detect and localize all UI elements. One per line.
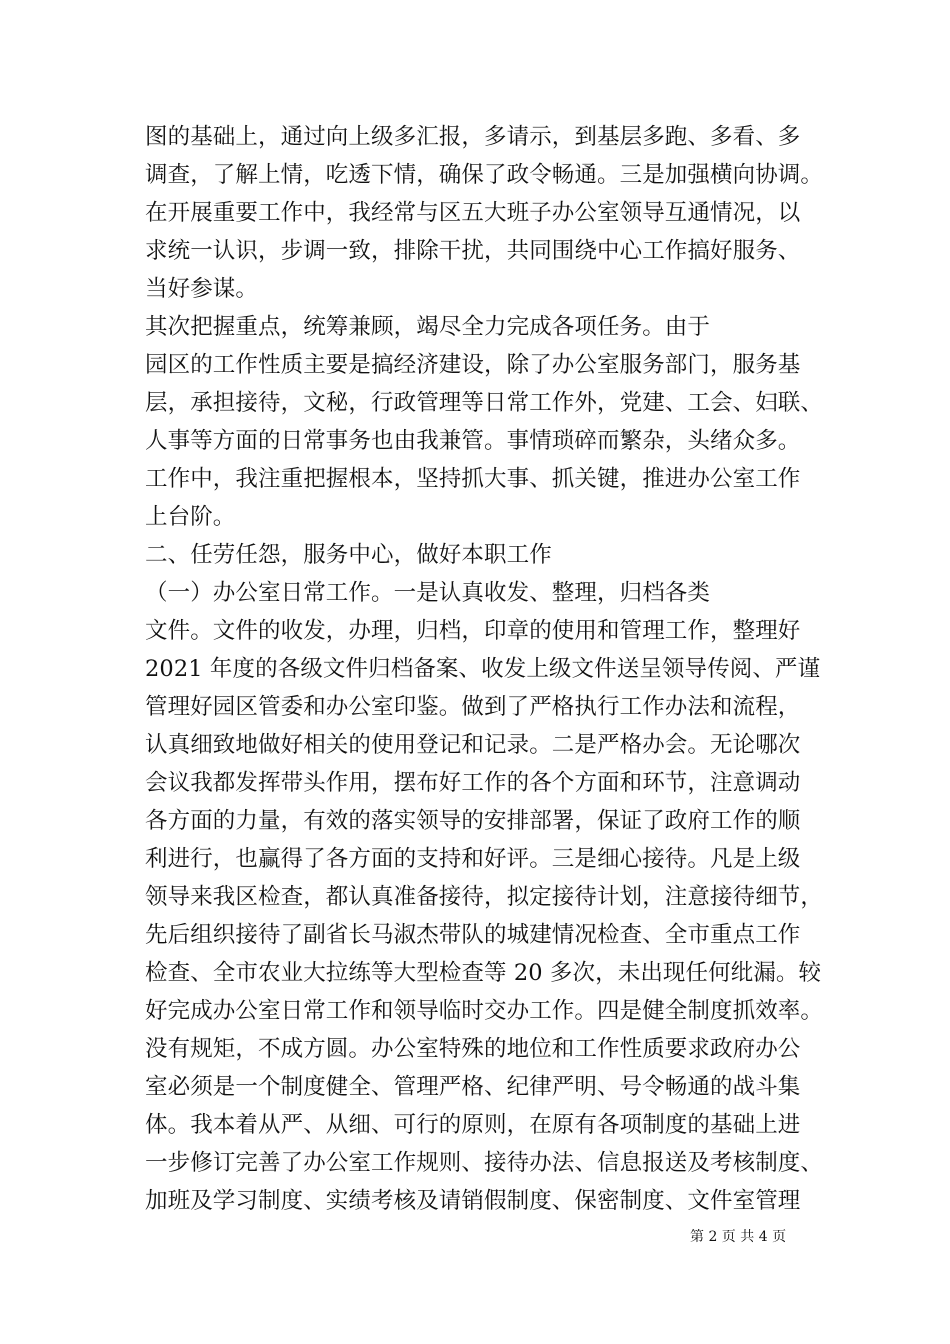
text-line-20: 利进行，也赢得了各方面的支持和好评。三是细心接待。凡是上级 — [145, 846, 801, 872]
text-line-24: 好完成办公室日常工作和领导临时交办工作。四是健全制度抓效率。 — [145, 998, 824, 1024]
text-line-27: 体。我本着从严、从细、可行的原则，在原有各项制度的基础上进 — [145, 1112, 801, 1138]
text-line-18: 会议我都发挥带头作用，摆布好工作的各个方面和环节，注意调动 — [145, 770, 801, 796]
text-line-16: 管理好园区管委和办公室印鉴。做到了严格执行工作办法和流程， — [145, 694, 801, 720]
page-number-footer: 第 2 页 共 4 页 — [690, 1229, 787, 1245]
text-line-1: 图的基础上，通过向上级多汇报，多请示，到基层多跑、多看、多 — [145, 124, 801, 150]
text-line-11: 上台阶。 — [145, 504, 236, 530]
text-line-22: 先后组织接待了副省长马淑杰带队的城建情况检查、全市重点工作 — [145, 922, 801, 948]
text-line-7: 园区的工作性质主要是搞经济建设，除了办公室服务部门，服务基 — [145, 352, 801, 378]
text-line-25: 没有规矩，不成方圆。办公室特殊的地位和工作性质要求政府办公 — [145, 1036, 801, 1062]
section-heading: 二、任劳任怨，服务中心，做好本职工作 — [145, 542, 552, 568]
text-line-3: 在开展重要工作中，我经常与区五大班子办公室领导互通情况，以 — [145, 200, 801, 226]
text-line-17: 认真细致地做好相关的使用登记和记录。二是严格办会。无论哪次 — [145, 732, 801, 758]
text-line-2: 调查，了解上情，吃透下情，确保了政令畅通。三是加强横向协调。 — [145, 162, 824, 188]
text-line-6: 其次把握重点，统筹兼顾，竭尽全力完成各项任务。由于 — [145, 314, 711, 340]
text-line-8: 层，承担接待，文秘，行政管理等日常工作外，党建、工会、妇联、 — [145, 390, 824, 416]
text-line-9: 人事等方面的日常事务也由我兼管。事情琐碎而繁杂，头绪众多。 — [145, 428, 801, 454]
text-line-14: 文件。文件的收发，办理，归档，印章的使用和管理工作，整理好 — [145, 618, 801, 644]
text-line-28: 一步修订完善了办公室工作规则、接待办法、信息报送及考核制度、 — [145, 1150, 824, 1176]
text-line-23: 检查、全市农业大拉练等大型检查等 20 多次，未出现任何纰漏。较 — [145, 960, 822, 986]
text-line-21: 领导来我区检查，都认真准备接待，拟定接待计划，注意接待细节， — [145, 884, 824, 910]
text-line-15: 2021 年度的各级文件归档备案、收发上级文件送呈领导传阅、严谨 — [145, 656, 821, 682]
text-line-4: 求统一认识，步调一致，排除干扰，共同围绕中心工作搞好服务、 — [145, 238, 801, 264]
text-line-29: 加班及学习制度、实绩考核及请销假制度、保密制度、文件室管理 — [145, 1188, 801, 1214]
text-line-26: 室必须是一个制度健全、管理严格、纪律严明、号令畅通的战斗集 — [145, 1074, 801, 1100]
text-line-19: 各方面的力量，有效的落实领导的安排部署，保证了政府工作的顺 — [145, 808, 801, 834]
text-line-10: 工作中，我注重把握根本，坚持抓大事、抓关键，推进办公室工作 — [145, 466, 801, 492]
text-line-13: （一）办公室日常工作。一是认真收发、整理，归档各类 — [145, 580, 711, 606]
text-line-5: 当好参谋。 — [145, 276, 259, 302]
